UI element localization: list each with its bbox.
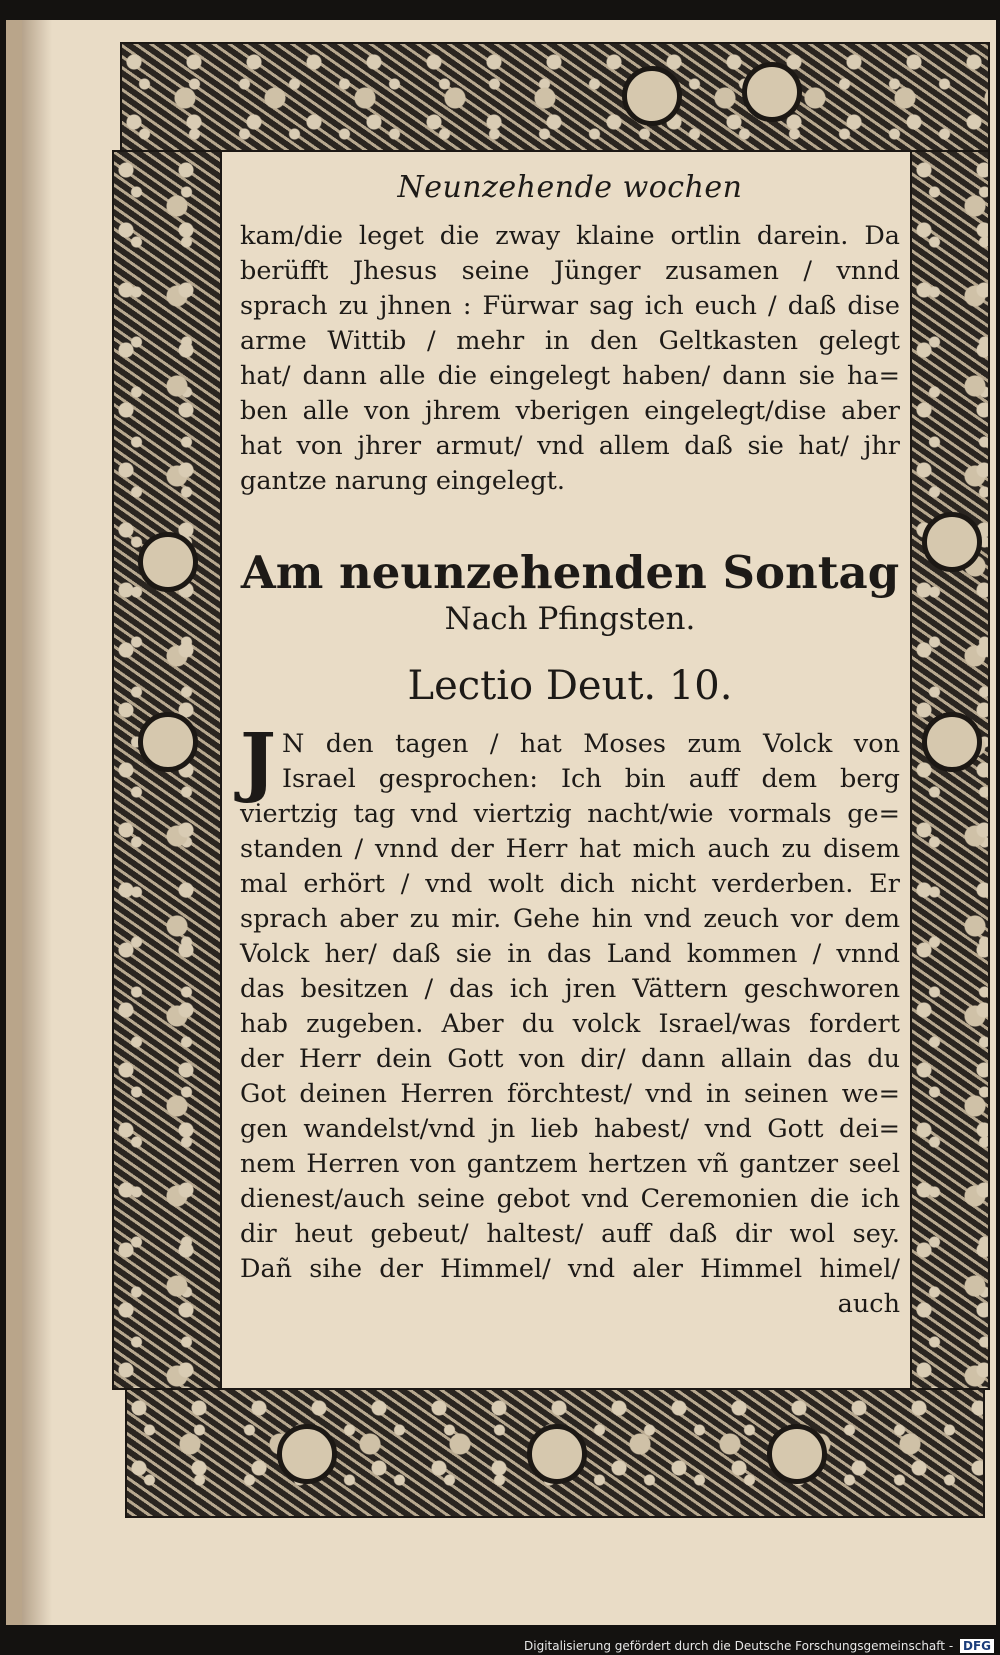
text-line: nem Herren von gantzem hertzen vñ gantzer seel (240, 1149, 900, 1179)
scroll-ornament-icon (138, 532, 198, 592)
text-line: Israel gesprochen: Ich bin auff dem berg (281, 764, 900, 794)
scroll-ornament-icon (922, 512, 982, 572)
face-ornament-icon (527, 1424, 587, 1484)
text-line: viertzig tag vnd viertzig nacht/wie vormals ge= (240, 799, 900, 829)
paragraph-lectio (240, 716, 900, 1287)
text-line: Dañ sihe der Himmel/ vnd aler Himmel himel/ (240, 1254, 900, 1284)
text-line: der Herr dein Gott von dir/ dann allain das du (240, 1044, 900, 1074)
text-line: hab zugeben. Aber du volck Israel/was fordert (240, 1009, 900, 1039)
drop-cap: J (240, 716, 276, 805)
dfg-logo-icon: DFG (960, 1639, 994, 1653)
scroll-ornament-icon (138, 712, 198, 772)
text-line: hat/ dann alle die eingelegt haben/ dann sie ha= (240, 361, 900, 391)
scroll-ornament-icon (922, 712, 982, 772)
page-edge-shadow (22, 20, 52, 1625)
text-line: arme Wittib / mehr in den Geltkasten gelegt (240, 326, 900, 356)
woodcut-border-top (120, 42, 990, 152)
text-line: mal erhört / vnd wolt dich nicht verderben. Er (240, 869, 900, 899)
catchword: auch (837, 1289, 900, 1319)
text-line: dienest/auch seine gebot vnd Ceremonien die ich (240, 1184, 900, 1214)
text-line: gantze narung eingelegt. (240, 466, 565, 496)
woodcut-border-bottom (125, 1388, 985, 1518)
digitization-footer (524, 1639, 994, 1653)
text-line: das besitzen / das ich jren Vättern geschworen (240, 974, 900, 1004)
text-line: hat von jhrer armut/ vnd allem daß sie hat/ jhr (240, 431, 900, 461)
text-line: dir heut gebeut/ haltest/ auff daß dir wol sey. (240, 1219, 900, 1249)
face-ornament-icon (742, 62, 802, 122)
section-subheading: Nach Pfingsten. (444, 601, 696, 637)
lectio-title: Lectio Deut. 10. (407, 663, 733, 709)
text-line: berüfft Jhesus seine Jünger zusamen / vnnd (240, 256, 900, 286)
text-line: sprach aber zu mir. Gehe hin vnd zeuch vor dem (240, 904, 900, 934)
text-line: Volck her/ daß sie in das Land kommen / vnnd (240, 939, 900, 969)
woodcut-border-right (910, 150, 990, 1390)
text-line: standen / vnnd der Herr hat mich auch zu disem (240, 834, 900, 864)
section-heading: Am neunzehenden Sontag (240, 546, 900, 599)
wheel-ornament-icon (277, 1424, 337, 1484)
text-line: kam/die leget die zway klaine ortlin darein. Da (240, 221, 900, 251)
paragraph-gospel-ending (240, 219, 900, 499)
text-line: N den tagen / hat Moses zum Volck von (281, 729, 900, 759)
text-line: sprach zu jhnen : Fürwar sag ich euch / daß dise (240, 291, 900, 321)
page-text (240, 170, 900, 1322)
running-head: Neunzehende wochen (397, 170, 743, 205)
face-ornament-icon (622, 66, 682, 126)
text-line: ben alle von jhrem vberigen eingelegt/dise aber (240, 396, 900, 426)
footer-text: Digitalisierung gefördert durch die Deutsche Forschungsgemeinschaft - (524, 1639, 954, 1653)
text-line: Got deinen Herren förchtest/ vnd in seinen we= (240, 1079, 900, 1109)
wheel-ornament-icon (767, 1424, 827, 1484)
text-line: gen wandelst/vnd jn lieb habest/ vnd Gott dei= (240, 1114, 900, 1144)
woodcut-border-left (112, 150, 222, 1390)
